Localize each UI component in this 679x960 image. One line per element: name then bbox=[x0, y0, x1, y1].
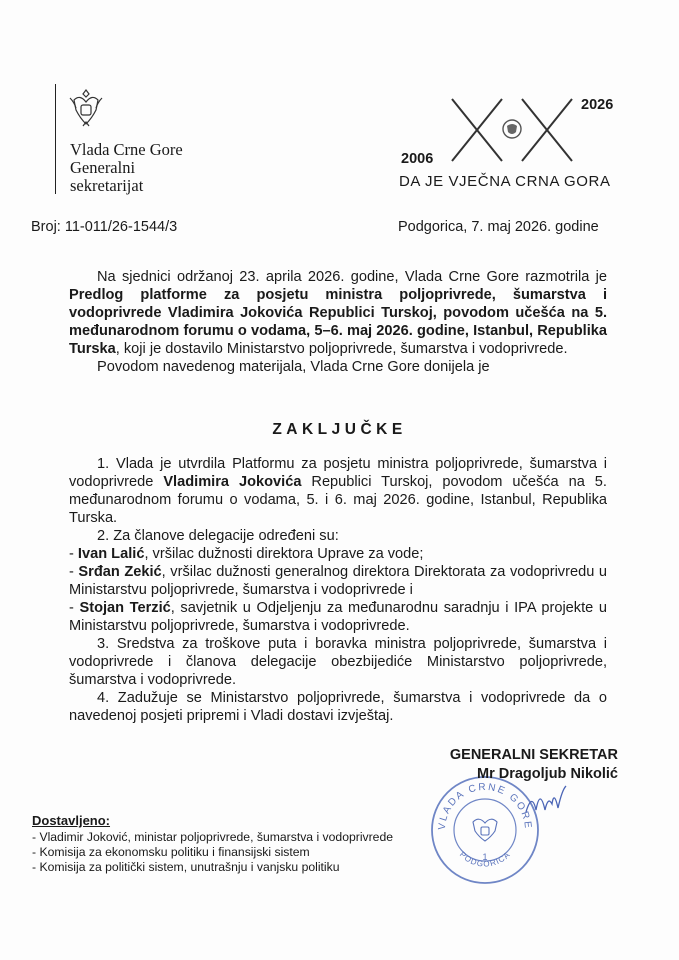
intro-paragraph: Na sjednici održanoj 23. aprila 2026. godine, Vlada Crne Gore razmotrila je Predlog platforme za posjetu ministra poljoprivrede, šumarstva i vodoprivrede Vladimira Jokovića Republici Turskoj, povodom učešća na 5. međunarodnom forumu o vodama, 5–6. maj 2026. godine, Istanbul, Republika Turska, koji je dostavilo Ministarstvo poljoprivrede, šumarstva i vodoprivrede. bbox=[69, 269, 607, 357]
conclusions-heading: ZAKLJUČKE bbox=[272, 421, 407, 438]
institution-name bbox=[70, 141, 183, 195]
place-date: Podgorica, 7. maj 2026. godine bbox=[398, 219, 599, 235]
conclusion-3: 3. Sredstva za troškove puta i boravka ministra poljoprivrede, šumarstva i vodoprivrede i članova delegacije obezbijediće Ministarstvo poljoprivrede, šumarstva i vodoprivrede. bbox=[69, 636, 607, 688]
conclusion-2: 2. Za članove delegacije određeni su: bbox=[97, 528, 339, 544]
logo-motto: DA JE VJEČNA CRNA GORA bbox=[399, 173, 611, 190]
distribution-list bbox=[32, 813, 393, 875]
conclusion-4: 4. Zadužuje se Ministarstvo poljoprivrede, šumarstva i vodoprivrede da o navedenoj posjeti pripremi i Vladi dostavi izvještaj. bbox=[69, 690, 607, 724]
coat-of-arms-icon bbox=[66, 86, 106, 130]
conclusion-1: 1. Vlada je utvrdila Platformu za posjetu ministra poljoprivrede, šumarstva i vodoprivrede Vladimira Jokovića Republici Turskoj, povodom učešća na 5. međunarodnom forumu o vodama, 5. i 6. maj 2026. godine, Istanbul, Republika Turska. bbox=[69, 456, 607, 526]
signature-block bbox=[400, 746, 618, 784]
stamp-crest-icon bbox=[473, 819, 497, 841]
list-item: - Vladimir Joković, ministar poljoprivrede, šumarstva i vodoprivrede bbox=[32, 830, 394, 844]
intro-paragraph-2: Povodom navedenog materijala, Vlada Crne Gore donijela je bbox=[97, 359, 490, 375]
list-item: - Komisija za ekonomsku politiku i finansijski sistem bbox=[32, 845, 310, 859]
institution-line-3: sekretarijat bbox=[70, 176, 144, 195]
delegation-member: - Stojan Terzić, savjetnik u Odjeljenju za međunarodnu saradnju i IPA projekte u Ministarstvu poljoprivrede, šumarstva i vodoprivrede. bbox=[69, 600, 607, 634]
xx-emblem-icon bbox=[447, 95, 577, 165]
jubilee-logo bbox=[397, 95, 622, 195]
header-vertical-rule bbox=[55, 84, 56, 194]
reference-number: Broj: 11-011/26-1544/3 bbox=[31, 219, 178, 235]
stamp-top-text: VLADA CRNE GORE bbox=[436, 781, 534, 831]
stamp-number: 1 bbox=[482, 852, 488, 862]
delegation-member: - Srđan Zekić, vršilac dužnosti generalnog direktora Direktorata za vodoprivredu u Ministarstvu poljoprivrede, šumarstva i vodoprivrede i bbox=[69, 564, 607, 598]
conclusions-section bbox=[69, 455, 607, 725]
handwritten-signature bbox=[522, 782, 582, 822]
signatory-name: Mr Dragoljub Nikolić bbox=[477, 766, 618, 782]
distribution-title: Dostavljeno: bbox=[32, 813, 111, 828]
list-item: - Komisija za politički sistem, unutrašnju i vanjsku politiku bbox=[32, 860, 340, 874]
delegation-member: - Ivan Lalić, vršilac dužnosti direktora Uprave za vode; bbox=[69, 546, 424, 562]
logo-year-end: 2026 bbox=[581, 97, 614, 113]
institution-line-2: Generalni bbox=[70, 158, 136, 177]
stamp-bottom-text: PODGORICA bbox=[457, 849, 513, 869]
signatory-title: GENERALNI SEKRETAR bbox=[449, 747, 618, 763]
institution-line-1: Vlada Crne Gore bbox=[70, 140, 183, 159]
logo-year-start: 2006 bbox=[401, 151, 434, 167]
intro-section bbox=[69, 268, 607, 376]
